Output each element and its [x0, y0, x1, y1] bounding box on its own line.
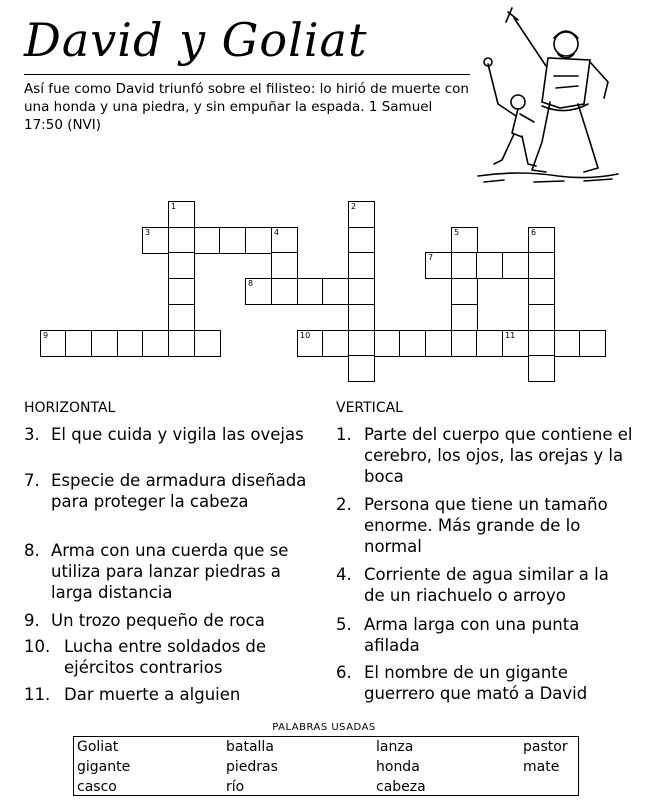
- clue-item-number: 11.: [24, 685, 51, 704]
- word-bank-entry: gigante: [77, 759, 131, 775]
- crossword-cell[interactable]: [528, 278, 555, 305]
- clue-item: [24, 540, 311, 603]
- clue-number: 4: [274, 228, 280, 237]
- word-bank-entry: piedras: [226, 759, 278, 775]
- word-bank-entry: casco: [77, 779, 117, 795]
- word-bank: [73, 736, 579, 796]
- crossword-cell[interactable]: [194, 330, 221, 357]
- clue-number: 5: [454, 228, 460, 237]
- clue-number: 1: [171, 202, 177, 211]
- clue-number: 7: [428, 253, 434, 262]
- clue-item-text: Arma larga con una punta afilada: [364, 615, 580, 655]
- word-bank-entry: lanza: [376, 739, 414, 755]
- crossword-cell[interactable]: [528, 355, 555, 382]
- crossword-cell[interactable]: [451, 330, 478, 357]
- clue-item: [336, 424, 634, 487]
- clue-number: 8: [248, 279, 254, 288]
- vertical-heading: VERTICAL: [336, 400, 403, 416]
- clue-item: [24, 470, 311, 512]
- clue-number: 6: [531, 228, 537, 237]
- crossword-cell[interactable]: [322, 278, 349, 305]
- word-bank-entry: cabeza: [376, 779, 426, 795]
- crossword-cell[interactable]: [528, 330, 555, 357]
- clue-item-number: 3.: [24, 425, 40, 444]
- crossword-cell[interactable]: [168, 252, 195, 279]
- crossword-cell[interactable]: [65, 330, 92, 357]
- crossword-cell[interactable]: [399, 330, 426, 357]
- crossword-cell[interactable]: [194, 227, 221, 254]
- clue-item-number: 10.: [24, 637, 51, 656]
- word-bank-title: PALABRAS USADAS: [272, 722, 376, 733]
- crossword-cell[interactable]: [117, 330, 144, 357]
- crossword-cell[interactable]: [579, 330, 606, 357]
- crossword-cell[interactable]: [271, 278, 298, 305]
- crossword-cell[interactable]: [348, 278, 375, 305]
- title-divider: [24, 74, 470, 75]
- clue-item-text: Parte del cuerpo que contiene el cerebro, los ojos, las orejas y la boca: [364, 425, 633, 486]
- crossword-cell[interactable]: [502, 330, 529, 357]
- clue-number: 11: [505, 331, 516, 340]
- crossword-cell[interactable]: [554, 330, 581, 357]
- crossword-cell[interactable]: [348, 304, 375, 331]
- clue-number: 9: [43, 331, 49, 340]
- crossword-cell[interactable]: [348, 355, 375, 382]
- clue-item: [24, 636, 324, 678]
- crossword-cell[interactable]: [91, 330, 118, 357]
- clue-item-number: 9.: [24, 611, 40, 630]
- crossword-cell[interactable]: [142, 227, 169, 254]
- crossword-cell[interactable]: [451, 304, 478, 331]
- clue-item: [24, 424, 311, 445]
- crossword-cell[interactable]: [374, 330, 401, 357]
- clue-item: [336, 564, 634, 606]
- clue-item-text: Lucha entre soldados de ejércitos contrarios: [64, 637, 267, 677]
- crossword-cell[interactable]: [528, 252, 555, 279]
- clue-item: [24, 610, 311, 631]
- crossword-cell[interactable]: [348, 330, 375, 357]
- crossword-cell[interactable]: [528, 304, 555, 331]
- crossword-cell[interactable]: [502, 252, 529, 279]
- clue-item-number: 5.: [336, 615, 352, 634]
- horizontal-heading: HORIZONTAL: [24, 400, 116, 416]
- crossword-cell[interactable]: [451, 252, 478, 279]
- clue-number: 2: [351, 202, 357, 211]
- clue-item-text: Arma con una cuerda que se utiliza para lanzar piedras a larga distancia: [51, 541, 289, 602]
- clue-item-text: Corriente de agua similar a la de un riachuelo o arroyo: [364, 565, 609, 605]
- crossword-cell[interactable]: [271, 227, 298, 254]
- crossword-cell[interactable]: [528, 227, 555, 254]
- clue-item-number: 2.: [336, 495, 352, 514]
- crossword-cell[interactable]: [245, 278, 272, 305]
- clue-item: [24, 684, 324, 705]
- crossword-cell[interactable]: [142, 330, 169, 357]
- word-bank-entry: pastor: [523, 739, 568, 755]
- crossword-cell[interactable]: [322, 330, 349, 357]
- crossword-cell[interactable]: [476, 252, 503, 279]
- word-bank-entry: mate: [523, 759, 560, 775]
- crossword-cell[interactable]: [271, 252, 298, 279]
- crossword-cell[interactable]: [168, 278, 195, 305]
- crossword-cell[interactable]: [476, 330, 503, 357]
- clue-number: 10: [300, 331, 311, 340]
- crossword-cell[interactable]: [168, 201, 195, 228]
- clue-item-number: 4.: [336, 565, 352, 584]
- word-bank-entry: río: [226, 779, 245, 795]
- word-bank-entry: Goliat: [77, 739, 119, 755]
- crossword-cell[interactable]: [40, 330, 67, 357]
- clue-item-text: Persona que tiene un tamaño enorme. Más grande de lo normal: [364, 495, 608, 556]
- crossword-cell[interactable]: [168, 330, 195, 357]
- clue-item-number: 7.: [24, 471, 40, 490]
- crossword-cell[interactable]: [297, 278, 324, 305]
- david-goliath-illustration-icon: [474, 6, 624, 186]
- clue-item: [336, 662, 634, 704]
- clue-item: [336, 494, 634, 557]
- crossword-cell[interactable]: [451, 227, 478, 254]
- crossword-cell[interactable]: [219, 227, 246, 254]
- clue-item-text: El que cuida y vigila las ovejas: [51, 425, 304, 444]
- clue-item: [336, 614, 634, 656]
- clue-item-text: Especie de armadura diseñada para proteger la cabeza: [51, 471, 307, 511]
- crossword-cell[interactable]: [297, 330, 324, 357]
- crossword-cell[interactable]: [348, 252, 375, 279]
- crossword-cell[interactable]: [425, 330, 452, 357]
- bible-verse: Así fue como David triunfó sobre el filisteo: lo hirió de muerte con una honda y una piedra, y sin empuñar la espada. 1 Samuel 17:50 (NVI): [24, 81, 469, 133]
- page-title: David y Goliat: [24, 13, 368, 67]
- clue-item-text: El nombre de un gigante guerrero que mató a David: [364, 663, 588, 703]
- crossword-cell[interactable]: [425, 252, 452, 279]
- word-bank-entry: honda: [376, 759, 420, 775]
- crossword-cell[interactable]: [451, 278, 478, 305]
- crossword-cell[interactable]: [245, 227, 272, 254]
- clue-item-number: 8.: [24, 541, 40, 560]
- word-bank-entry: batalla: [226, 739, 274, 755]
- clue-item-text: Un trozo pequeño de roca: [51, 611, 265, 630]
- crossword-cell[interactable]: [348, 227, 375, 254]
- clue-item-number: 6.: [336, 663, 352, 682]
- crossword-cell[interactable]: [348, 201, 375, 228]
- crossword-cell[interactable]: [168, 227, 195, 254]
- clue-item-number: 1.: [336, 425, 352, 444]
- clue-item-text: Dar muerte a alguien: [64, 685, 241, 704]
- clue-number: 3: [145, 228, 151, 237]
- crossword-cell[interactable]: [168, 304, 195, 331]
